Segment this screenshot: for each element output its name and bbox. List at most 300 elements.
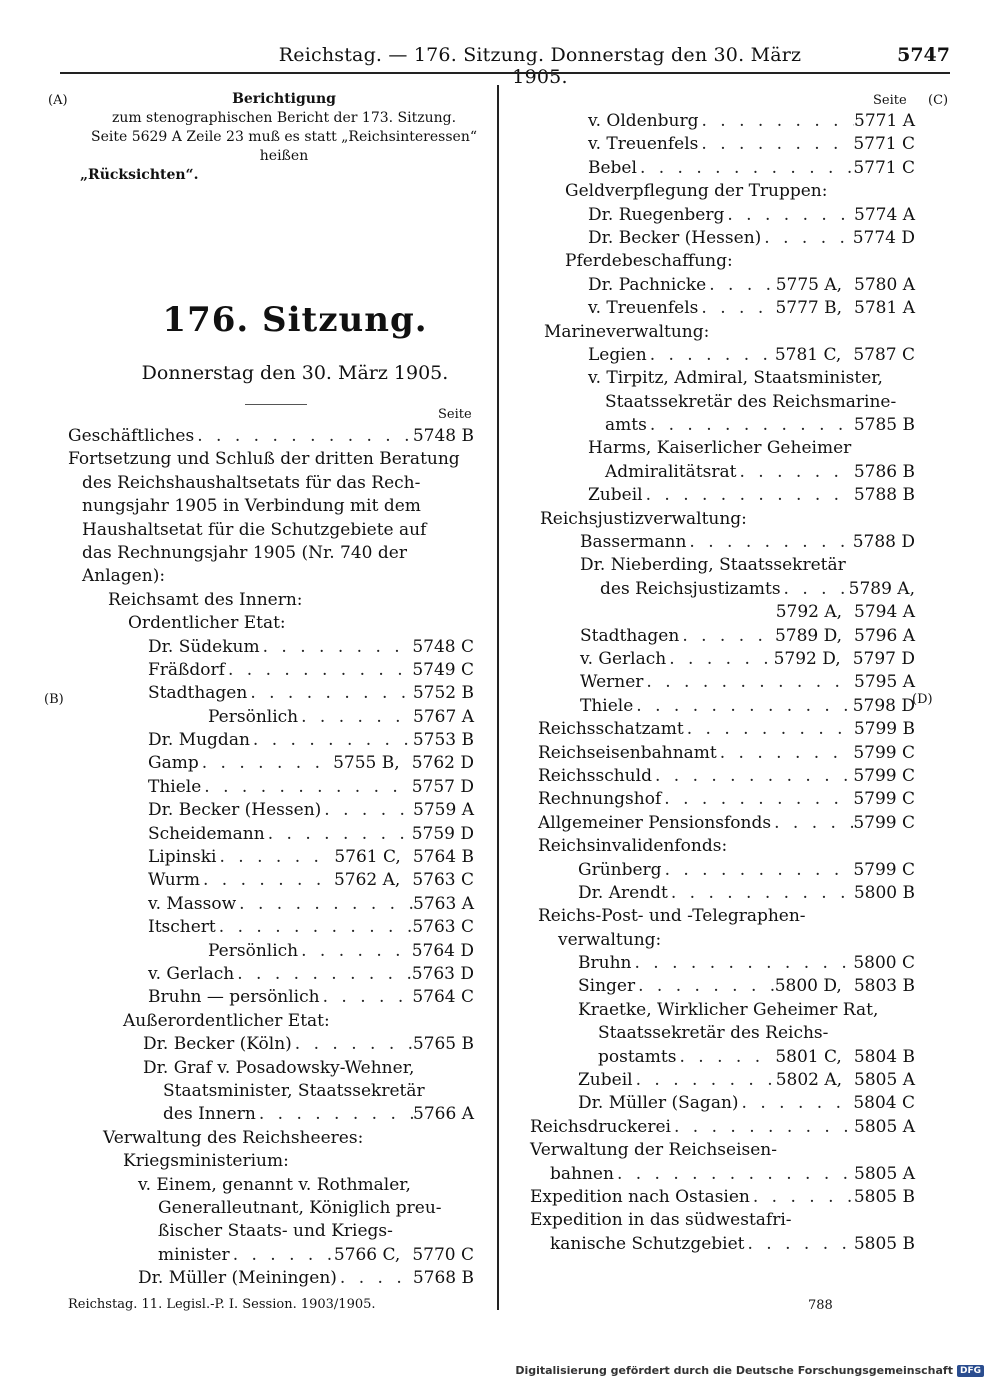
page-reference: 5794 A — [854, 602, 915, 623]
index-text-line — [68, 589, 474, 612]
page-reference: 5764 D — [411, 940, 474, 961]
entry-label: Bassermann — [580, 532, 687, 553]
page-reference: 5774 D — [852, 227, 915, 248]
entry-label: des Innern — [163, 1104, 256, 1125]
correction-line: Seite 5629 A Zeile 23 muß es statt „Reichsinteressen“ heißen — [90, 129, 477, 164]
index-entry — [68, 893, 474, 916]
index-text-line — [68, 542, 474, 565]
entry-label: Singer — [578, 976, 636, 997]
index-entry — [68, 963, 474, 986]
index-entry — [530, 952, 915, 975]
index-entry — [530, 297, 915, 320]
index-text-line — [530, 321, 915, 344]
entry-label: Harms, Kaiserlicher Geheimer — [588, 438, 852, 459]
index-text-line — [530, 508, 915, 531]
entry-label: v. Treuenfels — [588, 134, 699, 155]
entry-label: Staatssekretär des Reichs- — [598, 1023, 829, 1044]
leader-dots — [647, 414, 854, 437]
entry-label: Dr. Pachnicke — [588, 274, 707, 295]
index-text-line — [530, 929, 915, 952]
index-entry — [68, 1033, 474, 1056]
page-reference: 5763 C — [412, 917, 474, 938]
leader-dots — [225, 659, 412, 682]
entry-label: Marineverwaltung: — [544, 321, 710, 342]
entry-label: Verwaltung der Reichseisen- — [530, 1140, 777, 1161]
index-text-line — [530, 1139, 915, 1162]
index-entry — [530, 1092, 915, 1115]
leader-dots — [699, 110, 855, 133]
footer-number: 788 — [808, 1298, 833, 1313]
entry-label: Kriegsministerium: — [123, 1151, 289, 1172]
entry-label: Admiralitätsrat — [605, 461, 737, 482]
page-reference: 5759 A — [413, 800, 474, 821]
margin-marker-a: (A) — [48, 93, 68, 108]
entry-label: Persönlich — [208, 706, 299, 727]
leader-dots — [647, 344, 775, 367]
leader-dots — [256, 1103, 413, 1126]
index-text-line — [530, 905, 915, 928]
entry-label: Dr. Becker (Hessen) — [588, 227, 762, 248]
digitization-credit — [515, 1364, 984, 1377]
entry-label: Dr. Mugdan — [148, 730, 250, 751]
running-header — [60, 42, 950, 88]
left-index-column — [68, 425, 474, 1290]
entry-label: Allgemeiner Pensionsfonds — [538, 812, 772, 833]
page-reference: 5777 B, — [775, 298, 843, 319]
index-entry — [530, 812, 915, 835]
entry-label: Staatsminister, Staatssekretär — [163, 1080, 425, 1101]
index-entry — [530, 788, 915, 811]
index-entry — [530, 625, 915, 648]
entry-label: v. Einem, genannt v. Rothmaler, — [138, 1174, 411, 1195]
page-reference: 5753 B — [412, 730, 474, 751]
index-text-line — [530, 1209, 915, 1232]
entry-label: Reichsamt des Innern: — [108, 589, 303, 610]
page-reference: 5800 C — [853, 953, 915, 974]
leader-dots — [194, 425, 413, 448]
page-reference: 5781 C, — [774, 344, 842, 365]
page-reference: 5805 A — [854, 1116, 915, 1137]
page-reference: 5748 C — [412, 636, 474, 657]
entry-label: Expedition in das südwestafri- — [530, 1210, 792, 1231]
index-text-line — [530, 437, 915, 460]
page-reference: 5764 B — [412, 847, 474, 868]
page-reference: 5765 B — [412, 1034, 474, 1055]
entry-label: Bruhn — persönlich — [148, 987, 320, 1008]
page-reference: 5762 D — [411, 753, 474, 774]
page-reference: 5797 D — [852, 648, 915, 669]
entry-label: postamts — [598, 1046, 677, 1067]
index-text-line — [530, 180, 915, 203]
leader-dots — [717, 742, 854, 765]
entry-label: Stadthagen — [580, 625, 680, 646]
page-reference: 5766 C, — [333, 1244, 401, 1265]
entry-label: Persönlich — [208, 940, 299, 961]
leader-dots — [668, 882, 854, 905]
entry-label: des Reichsjustizamts — [600, 578, 781, 599]
index-entry — [530, 1186, 915, 1209]
entry-label: Fortsetzung und Schluß der dritten Beratung — [68, 449, 460, 470]
margin-marker-c: (C) — [928, 93, 949, 108]
page-reference: 5770 C — [412, 1244, 474, 1265]
page-reference: 5766 A — [413, 1104, 474, 1125]
page-reference: 5804 B — [853, 1046, 915, 1067]
entry-label: Reichsjustizverwaltung: — [540, 508, 747, 529]
leader-dots — [614, 1163, 854, 1186]
index-text-line — [68, 1080, 474, 1103]
entry-label: Staatssekretär des Reichsmarine- — [605, 391, 897, 412]
session-date: Donnerstag den 30. März 1905. — [141, 362, 449, 384]
index-entry — [68, 636, 474, 659]
page-reference: 5768 B — [412, 1268, 474, 1289]
entry-label: Gamp — [148, 753, 199, 774]
index-text-line — [530, 391, 915, 414]
dfg-logo: DFG — [957, 1365, 984, 1377]
page-reference: 5749 C — [412, 659, 474, 680]
entry-label: Reichseisenbahnamt — [538, 742, 717, 763]
page-reference: 5771 A — [854, 111, 915, 131]
entry-label: bahnen — [550, 1163, 614, 1184]
index-entry — [68, 869, 474, 892]
entry-label: Geldverpflegung der Truppen: — [565, 181, 828, 202]
page-reference: 5757 D — [411, 776, 474, 797]
page-reference: 5774 A — [854, 204, 915, 225]
margin-marker-b: (B) — [44, 692, 64, 707]
index-text-line — [68, 495, 474, 518]
entry-label: v. Oldenburg — [588, 111, 699, 131]
index-text-line — [68, 519, 474, 542]
index-entry — [68, 799, 474, 822]
index-entry — [530, 859, 915, 882]
leader-dots — [320, 986, 413, 1009]
leader-dots — [781, 578, 849, 601]
page-reference: 5799 C — [853, 812, 915, 833]
page-reference: 5780 A — [854, 274, 915, 295]
entry-label: Verwaltung des Reichsheeres: — [103, 1127, 364, 1148]
entry-label: v. Massow — [148, 893, 237, 914]
entry-label: Dr. Becker (Hessen) — [148, 800, 322, 821]
entry-label: Legien — [588, 344, 647, 365]
page-reference: 5767 A — [413, 706, 474, 727]
entry-label: Außerordentlicher Etat: — [123, 1010, 330, 1031]
entry-label: Pferdebeschaffung: — [565, 251, 733, 272]
index-entry — [530, 461, 915, 484]
index-entry — [530, 157, 915, 180]
header-title: Reichstag. — 176. Sitzung. Donnerstag den 30. März 1905. — [278, 44, 802, 88]
seite-label: Seite — [438, 407, 472, 422]
page-reference: 5789 D, — [774, 625, 843, 646]
page-reference: 5799 C — [853, 742, 915, 763]
entry-label: Dr. Becker (Köln) — [143, 1034, 292, 1055]
index-entry — [530, 1163, 915, 1186]
page-reference: 5799 C — [853, 789, 915, 810]
entry-label: Dr. Graf v. Posadowsky-Wehner, — [143, 1057, 415, 1078]
index-text-line — [68, 1220, 474, 1243]
seite-label: Seite — [873, 93, 907, 108]
entry-label: Bebel — [588, 157, 637, 178]
entry-label: v. Treuenfels — [588, 298, 699, 319]
page-reference: 5805 B — [853, 1186, 915, 1207]
page-reference: 5759 D — [411, 823, 474, 844]
leader-dots — [643, 671, 854, 694]
entry-label: Haushaltsetat für die Schutzgebiete auf — [82, 519, 427, 540]
page-reference: 5785 B — [853, 415, 915, 436]
leader-dots — [298, 706, 413, 729]
page-reference: 5788 B — [853, 485, 915, 506]
leader-dots — [652, 765, 853, 788]
leader-dots — [199, 752, 333, 775]
index-entry — [68, 729, 474, 752]
index-text-line — [530, 554, 915, 577]
leader-dots — [662, 859, 854, 882]
entry-label: Scheidemann — [148, 823, 265, 844]
entry-label: Dr. Arendt — [578, 882, 668, 903]
index-entry — [68, 823, 474, 846]
page-reference: 5771 C — [853, 157, 915, 178]
page-reference: 5805 A — [854, 1070, 915, 1091]
correction-line: „Rücksichten“. — [80, 167, 199, 183]
index-text-line — [530, 250, 915, 273]
entry-label: Wurm — [148, 870, 200, 891]
correction-heading: Berichtigung — [232, 91, 336, 107]
index-entry — [530, 765, 915, 788]
entry-label: nungsjahr 1905 in Verbindung mit dem — [82, 496, 421, 517]
leader-dots — [698, 133, 853, 156]
entry-label: Itschert — [148, 917, 216, 938]
entry-label: Fräßdorf — [148, 659, 225, 680]
entry-label: Generalleutnant, Königlich preu- — [158, 1197, 442, 1218]
index-text-line — [68, 472, 474, 495]
leader-dots — [633, 1069, 776, 1092]
index-entry — [530, 133, 915, 156]
entry-label: Stadthagen — [148, 683, 248, 704]
leader-dots — [337, 1267, 413, 1290]
index-entry — [530, 227, 915, 250]
leader-dots — [216, 846, 334, 869]
index-entry — [530, 344, 915, 367]
entry-label: Ordentlicher Etat: — [128, 613, 286, 634]
index-text-line — [530, 835, 915, 858]
index-entry — [530, 414, 915, 437]
leader-dots — [671, 1116, 854, 1139]
entry-label: Reichsschatzamt — [538, 719, 684, 740]
index-text-line — [530, 1022, 915, 1045]
leader-dots — [661, 788, 853, 811]
leader-dots — [666, 648, 773, 671]
page-reference: 5799 C — [853, 859, 915, 880]
leader-dots — [631, 952, 853, 975]
page-reference: 5796 A — [854, 625, 915, 646]
leader-dots — [216, 916, 413, 939]
entry-label: Grünberg — [578, 859, 662, 880]
index-entry — [530, 975, 915, 998]
right-index-column — [530, 110, 915, 1256]
index-entry — [530, 110, 915, 133]
leader-dots — [706, 274, 775, 297]
entry-label: Zubeil — [578, 1070, 633, 1091]
index-entry — [68, 1103, 474, 1126]
leader-dots — [771, 812, 853, 835]
leader-dots — [200, 869, 334, 892]
entry-label: Rechnungshof — [538, 789, 662, 810]
index-text-line — [530, 367, 915, 390]
entry-label: minister — [158, 1244, 230, 1265]
index-entry — [68, 986, 474, 1009]
entry-label: Anlagen): — [82, 566, 166, 587]
leader-dots — [637, 157, 853, 180]
entry-label: Zubeil — [588, 485, 643, 506]
page-reference: 5781 A — [854, 298, 915, 319]
leader-dots — [298, 940, 412, 963]
leader-dots — [265, 823, 412, 846]
leader-dots — [234, 963, 411, 986]
column-divider — [497, 85, 499, 1310]
index-entry — [530, 695, 915, 718]
leader-dots — [635, 975, 775, 998]
leader-dots — [247, 682, 413, 705]
entry-label: Thiele — [148, 776, 202, 797]
page-reference: 5800 B — [853, 882, 915, 903]
entry-label: Bruhn — [578, 953, 632, 974]
leader-dots — [201, 776, 411, 799]
index-text-line — [68, 1197, 474, 1220]
page-reference: 5763 A — [413, 893, 474, 914]
leader-dots — [260, 636, 413, 659]
leader-dots — [676, 1046, 775, 1069]
page-reference: 5798 D — [852, 695, 915, 716]
page-reference: 5755 B, — [333, 753, 400, 774]
index-entry — [68, 752, 474, 775]
page-reference: 5799 C — [853, 765, 915, 786]
session-title: 176. Sitzung. — [162, 300, 428, 340]
footer-signature: Reichstag. 11. Legisl.-P. I. Session. 1903/1905. — [68, 1297, 376, 1312]
entry-label: Dr. Südekum — [148, 636, 260, 657]
index-text-line — [530, 999, 915, 1022]
index-text-line — [68, 1150, 474, 1173]
page-reference: 5788 D — [852, 532, 915, 553]
leader-dots — [321, 799, 413, 822]
leader-dots — [724, 204, 854, 227]
index-entry — [68, 682, 474, 705]
correction-notice — [80, 90, 488, 185]
index-entry — [530, 1046, 915, 1069]
correction-line: zum stenographischen Bericht der 173. Sitzung. — [111, 110, 457, 126]
index-entry — [530, 531, 915, 554]
index-entry — [68, 776, 474, 799]
page-reference: 5802 A, — [775, 1070, 843, 1091]
page-reference: 5787 C — [853, 344, 915, 365]
index-entry — [68, 846, 474, 869]
leader-dots — [230, 1244, 334, 1267]
page-reference: 5805 A — [854, 1163, 915, 1184]
leader-dots — [684, 718, 854, 741]
page-reference: 5799 B — [853, 719, 915, 740]
entry-label: kanische Schutzgebiet — [550, 1233, 745, 1254]
short-divider — [245, 404, 307, 405]
leader-dots — [761, 227, 852, 250]
index-entry — [68, 940, 474, 963]
index-text-line — [68, 565, 474, 588]
page-reference: 5775 A, — [775, 274, 843, 295]
index-entry — [530, 484, 915, 507]
leader-dots — [250, 729, 413, 752]
leader-dots — [698, 297, 775, 320]
page-reference: 5800 D, — [774, 976, 842, 997]
margin-marker-d: (D) — [912, 692, 933, 707]
entry-label: Thiele — [580, 695, 634, 716]
entry-label: verwaltung: — [558, 929, 662, 950]
leader-dots — [750, 1186, 854, 1209]
index-entry — [68, 706, 474, 729]
entry-label: Geschäftliches — [68, 426, 195, 446]
leader-dots — [236, 893, 413, 916]
entry-label: Reichsschuld — [538, 765, 652, 786]
entry-label: amts — [605, 415, 647, 436]
leader-dots — [679, 625, 775, 648]
index-text-line — [68, 448, 474, 471]
page-reference: 5786 B — [853, 461, 915, 482]
page-reference: 5771 C — [853, 134, 915, 155]
entry-label: Dr. Ruegenberg — [588, 204, 725, 225]
page-reference: 5748 B — [412, 426, 474, 446]
leader-dots — [633, 695, 852, 718]
entry-label: ßischer Staats- und Kriegs- — [158, 1221, 393, 1242]
entry-label: Lipinski — [148, 847, 217, 868]
index-text-line — [68, 1174, 474, 1197]
entry-label: Expedition nach Ostasien — [530, 1186, 750, 1207]
entry-label: Reichs-Post- und -Telegraphen- — [538, 906, 806, 927]
leader-dots — [736, 461, 853, 484]
leader-dots — [686, 531, 852, 554]
leader-dots — [739, 1092, 854, 1115]
index-text-line — [68, 1010, 474, 1033]
index-entry — [530, 648, 915, 671]
index-entry — [530, 204, 915, 227]
leader-dots — [745, 1233, 854, 1256]
header-rule — [60, 72, 950, 74]
page-number: 5747 — [897, 44, 950, 66]
index-entry — [68, 1267, 474, 1290]
index-entry — [530, 742, 915, 765]
entry-label: v. Tirpitz, Admiral, Staatsminister, — [588, 368, 883, 389]
entry-label: Dr. Müller (Sagan) — [578, 1093, 739, 1114]
entry-label: Kraetke, Wirklicher Geheimer Rat, — [578, 999, 879, 1020]
index-entry — [530, 1116, 915, 1139]
entry-label: Reichsinvalidenfonds: — [538, 836, 728, 857]
index-entry — [530, 671, 915, 694]
entry-label: Dr. Nieberding, Staatssekretär — [580, 555, 846, 576]
index-text-line — [68, 1057, 474, 1080]
entry-label: Werner — [580, 672, 644, 693]
page-reference: 5792 A, — [775, 602, 843, 623]
entry-label: das Rechnungsjahr 1905 (Nr. 740 der — [82, 542, 407, 563]
page-reference: 5795 A — [854, 672, 915, 693]
page-reference: 5804 C — [853, 1093, 915, 1114]
page-reference: 5803 B — [853, 976, 915, 997]
entry-label: Dr. Müller (Meiningen) — [138, 1268, 337, 1289]
page-reference: 5764 C — [412, 987, 474, 1008]
page-reference: 5763 D — [411, 963, 474, 984]
index-entry — [530, 274, 915, 297]
leader-dots — [643, 484, 854, 507]
index-entry — [530, 601, 915, 624]
page-reference: 5805 B — [853, 1233, 915, 1254]
page-reference: 5763 C — [412, 870, 474, 891]
credit-text: Digitalisierung gefördert durch die Deutsche Forschungsgemeinschaft — [515, 1364, 953, 1377]
page-reference: 5762 A, — [333, 870, 401, 891]
page-reference: 5789 A, — [848, 578, 915, 599]
index-entry — [530, 882, 915, 905]
